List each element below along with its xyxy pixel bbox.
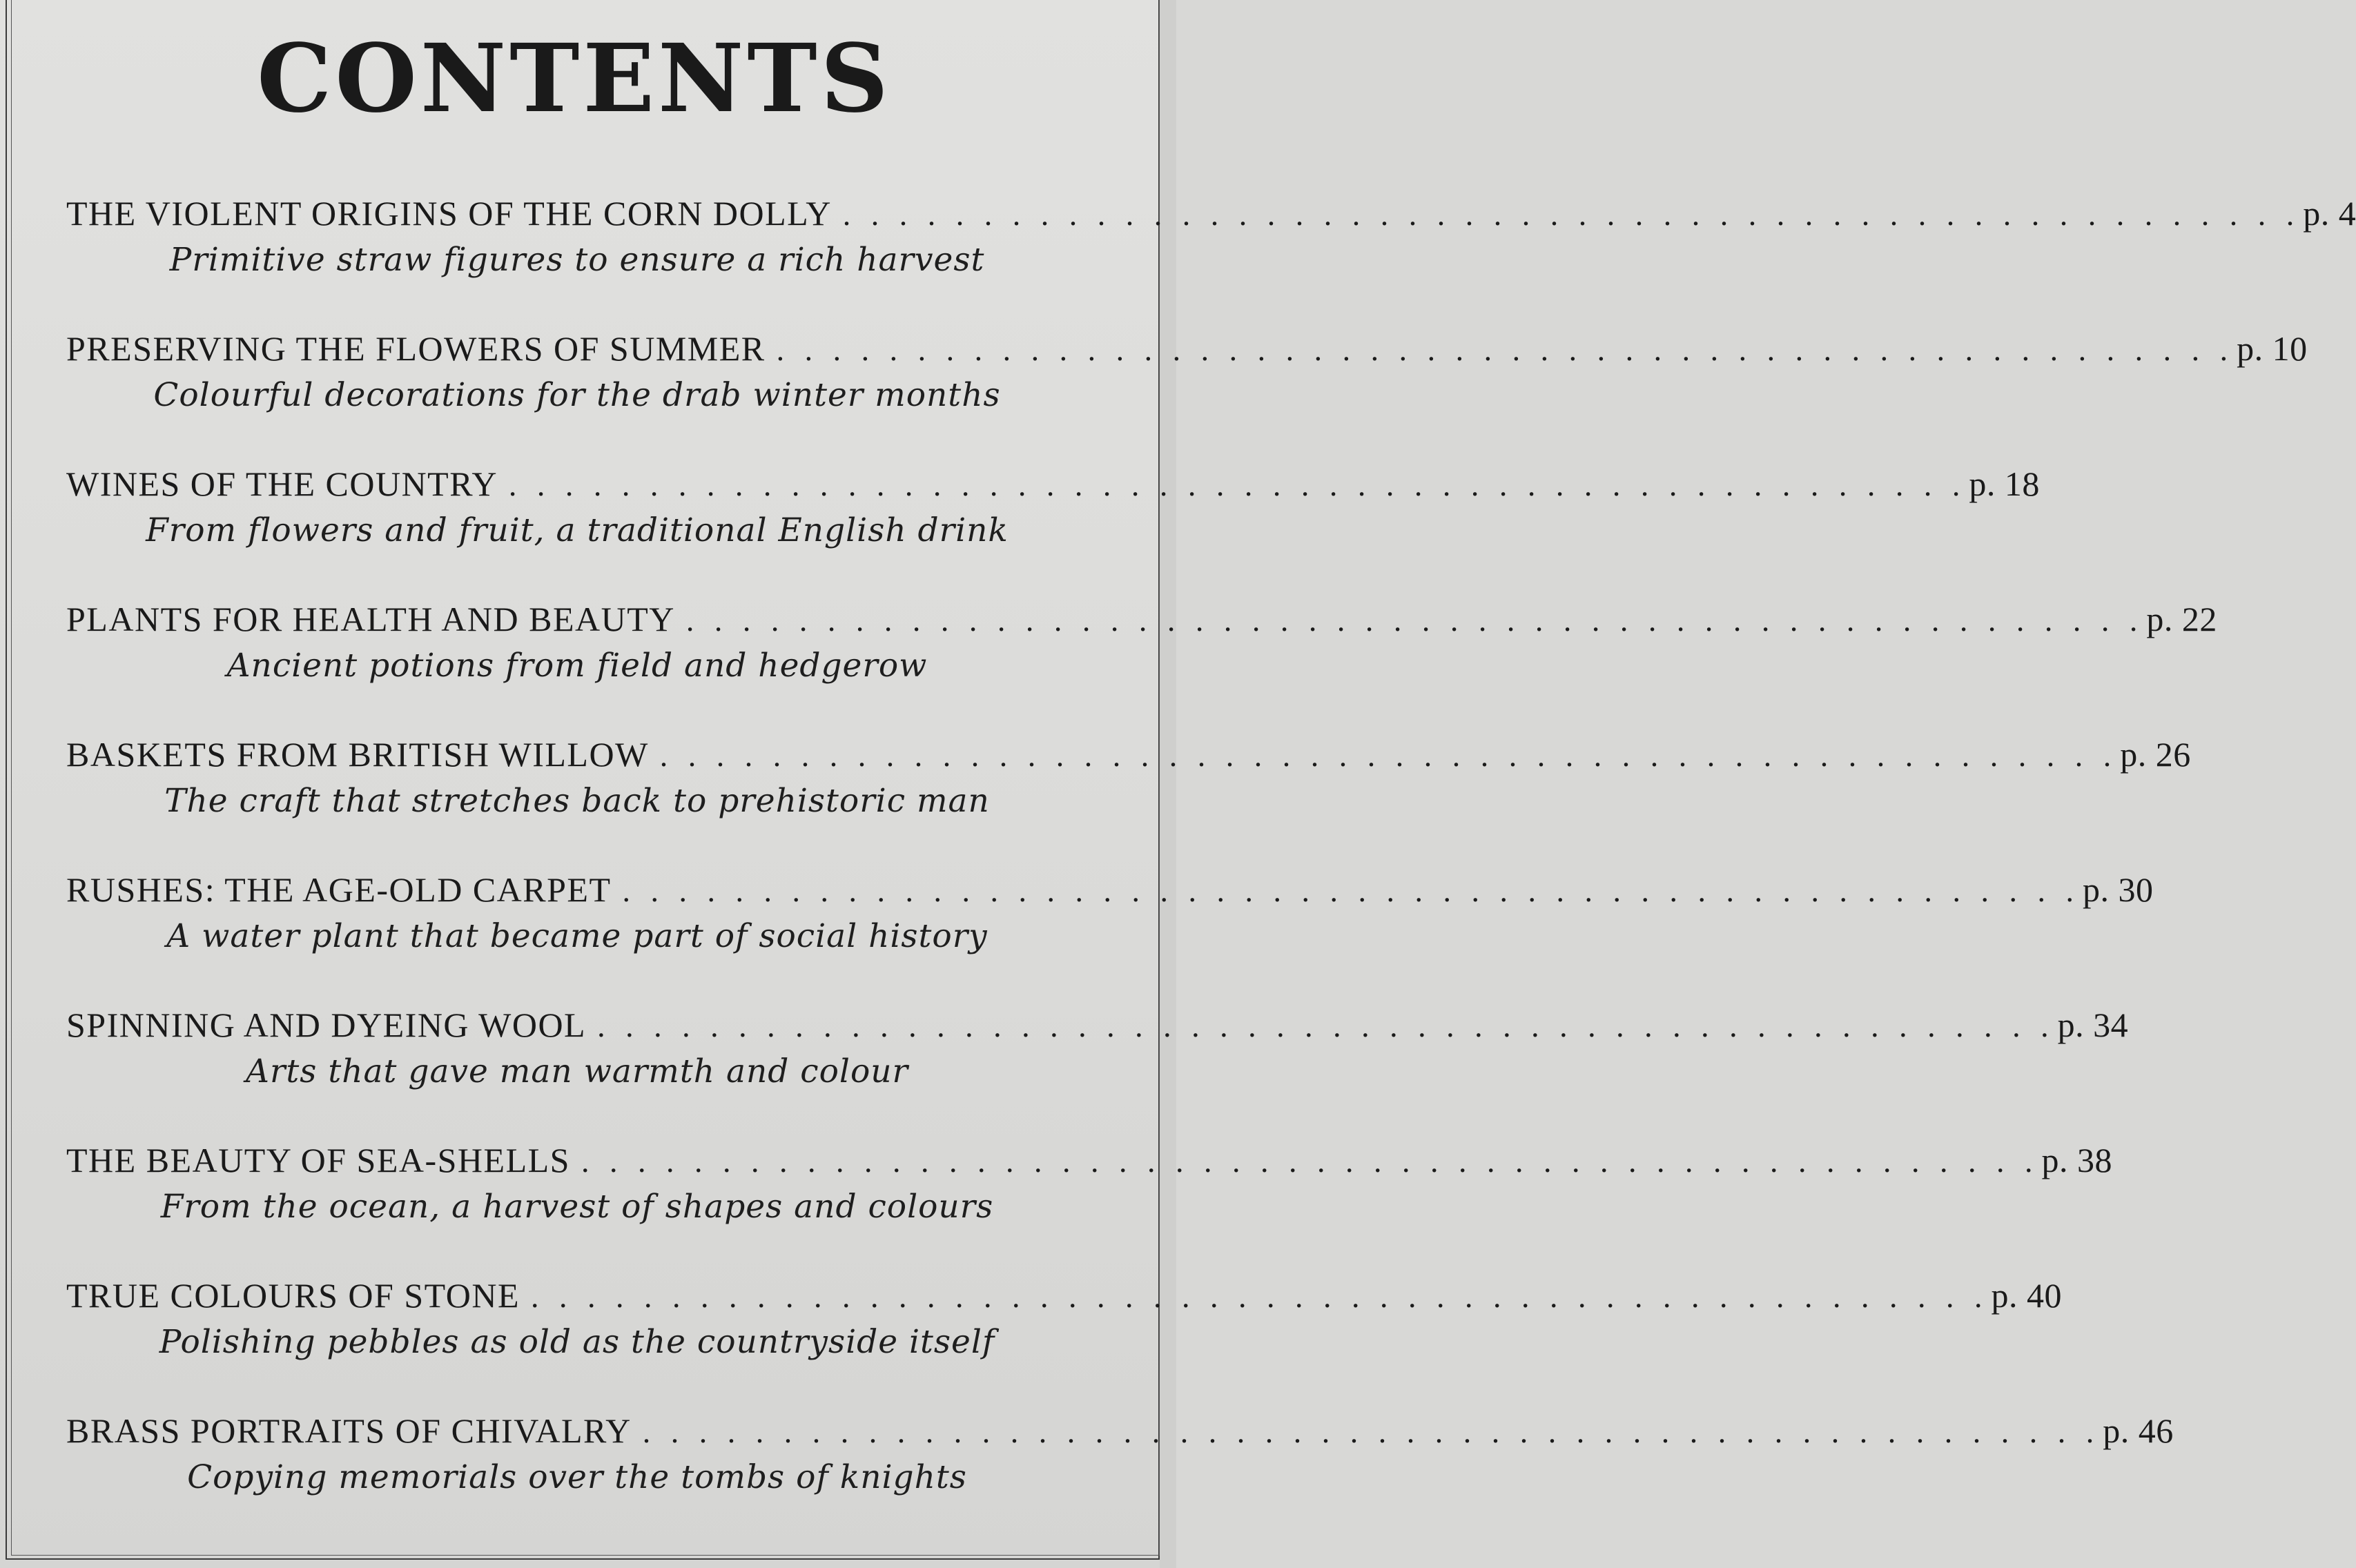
toc-entry-title: THE BEAUTY OF SEA-SHELLS: [66, 1141, 570, 1179]
toc-entry-subtitle: A water plant that became part of social history: [166, 917, 988, 955]
toc-entry-subtitle: Arts that gave man warmth and colour: [246, 1052, 908, 1090]
dot-leader: . . . . . . . . . . . . . . . . . . . . . . . . . . . . . . . . . . . . . . . . . . . . . . . . . . . .: [622, 873, 2081, 908]
toc-entry-title: WINES OF THE COUNTRY: [66, 464, 498, 503]
dot-leader: . . . . . . . . . . . . . . . . . . . . . . . . . . . . . . . . . . . . . . . . . . . . . . . . . . . .: [508, 467, 1967, 502]
dot-leader: . . . . . . . . . . . . . . . . . . . . . . . . . . . . . . . . . . . . . . . . . . . . . . . . . . . .: [685, 602, 2144, 638]
toc-entry-subtitle: Polishing pebbles as old as the countryside itself: [159, 1323, 995, 1361]
toc-entry-line: [66, 325, 2308, 373]
toc-page-number: p. 38: [2041, 1141, 2112, 1179]
toc-entry[interactable]: [66, 1272, 2063, 1407]
dot-leader: . . . . . . . . . . . . . . . . . . . . . . . . . . . . . . . . . . . . . . . . . . . . . . . . . . . .: [531, 1279, 1989, 1314]
dot-leader: . . . . . . . . . . . . . . . . . . . . . . . . . . . . . . . . . . . . . . . . . . . . . . . . . . . .: [581, 1144, 2039, 1179]
toc-entry-subtitle: Copying memorials over the tombs of knights: [187, 1458, 967, 1496]
toc-entry-title: BRASS PORTRAITS OF CHIVALRY: [66, 1411, 632, 1450]
toc-page-number: p. 4: [2303, 194, 2356, 233]
toc-entry-line: [66, 731, 2191, 779]
dot-leader: . . . . . . . . . . . . . . . . . . . . . . . . . . . . . . . . . . . . . . . . . . . . . . . . . . . .: [659, 738, 2118, 773]
toc-entry-line: [66, 1001, 2129, 1050]
toc-entry[interactable]: [66, 866, 2154, 1001]
table-of-contents: [66, 190, 2356, 1542]
page-title: CONTENTS: [257, 23, 892, 134]
toc-entry-title: THE VIOLENT ORIGINS OF THE CORN DOLLY: [66, 194, 832, 233]
toc-entry[interactable]: [66, 731, 2191, 866]
toc-entry-line: [66, 1272, 2063, 1320]
toc-entry[interactable]: [66, 1001, 2129, 1137]
toc-page-number: p. 46: [2103, 1411, 2174, 1450]
toc-page-number: p. 22: [2146, 600, 2217, 638]
toc-page-number: p. 34: [2057, 1006, 2129, 1044]
toc-entry-title: BASKETS FROM BRITISH WILLOW: [66, 735, 649, 774]
toc-entry[interactable]: [66, 325, 2308, 460]
toc-entry-subtitle: Primitive straw figures to ensure a rich harvest: [169, 241, 985, 279]
toc-entry-subtitle: From the ocean, a harvest of shapes and colours: [160, 1188, 994, 1226]
toc-entry-line: [66, 190, 2356, 238]
toc-entry-subtitle: Ancient potions from field and hedgerow: [226, 647, 928, 685]
toc-entry[interactable]: [66, 1407, 2174, 1542]
toc-entry-title: PRESERVING THE FLOWERS OF SUMMER: [66, 329, 766, 368]
toc-page-number: p. 40: [1991, 1276, 2063, 1315]
toc-entry-line: [66, 596, 2217, 644]
dot-leader: . . . . . . . . . . . . . . . . . . . . . . . . . . . . . . . . . . . . . . . . . . . . . . . . . . . .: [842, 197, 2301, 232]
toc-entry-line: [66, 866, 2154, 914]
toc-entry-title: PLANTS FOR HEALTH AND BEAUTY: [66, 600, 675, 638]
toc-entry-title: RUSHES: THE AGE-OLD CARPET: [66, 870, 612, 909]
toc-entry-subtitle: From flowers and fruit, a traditional English drink: [146, 511, 1009, 549]
dot-leader: . . . . . . . . . . . . . . . . . . . . . . . . . . . . . . . . . . . . . . . . . . . . . . . . . . . .: [776, 332, 2235, 367]
toc-entry-subtitle: The craft that stretches back to prehistoric man: [164, 782, 990, 820]
toc-entry-line: [66, 1407, 2174, 1456]
toc-entry[interactable]: [66, 1137, 2112, 1272]
dot-leader: . . . . . . . . . . . . . . . . . . . . . . . . . . . . . . . . . . . . . . . . . . . . . . . . . . . .: [597, 1008, 2055, 1043]
toc-page-number: p. 30: [2083, 870, 2154, 909]
toc-entry[interactable]: [66, 596, 2217, 731]
toc-entry-line: [66, 1137, 2112, 1185]
toc-entry[interactable]: [66, 460, 2040, 596]
toc-entry-title: TRUE COLOURS OF STONE: [66, 1276, 520, 1315]
toc-entry-subtitle: Colourful decorations for the drab winter months: [153, 376, 1001, 414]
toc-entry-title: SPINNING AND DYEING WOOL: [66, 1006, 587, 1044]
toc-page-number: p. 10: [2237, 329, 2308, 368]
toc-page-number: p. 18: [1969, 464, 2040, 503]
toc-page-number: p. 26: [2120, 735, 2191, 774]
toc-entry[interactable]: [66, 190, 2356, 325]
toc-entry-line: [66, 460, 2040, 509]
dot-leader: . . . . . . . . . . . . . . . . . . . . . . . . . . . . . . . . . . . . . . . . . . . . . . . . . . . .: [642, 1414, 2101, 1449]
